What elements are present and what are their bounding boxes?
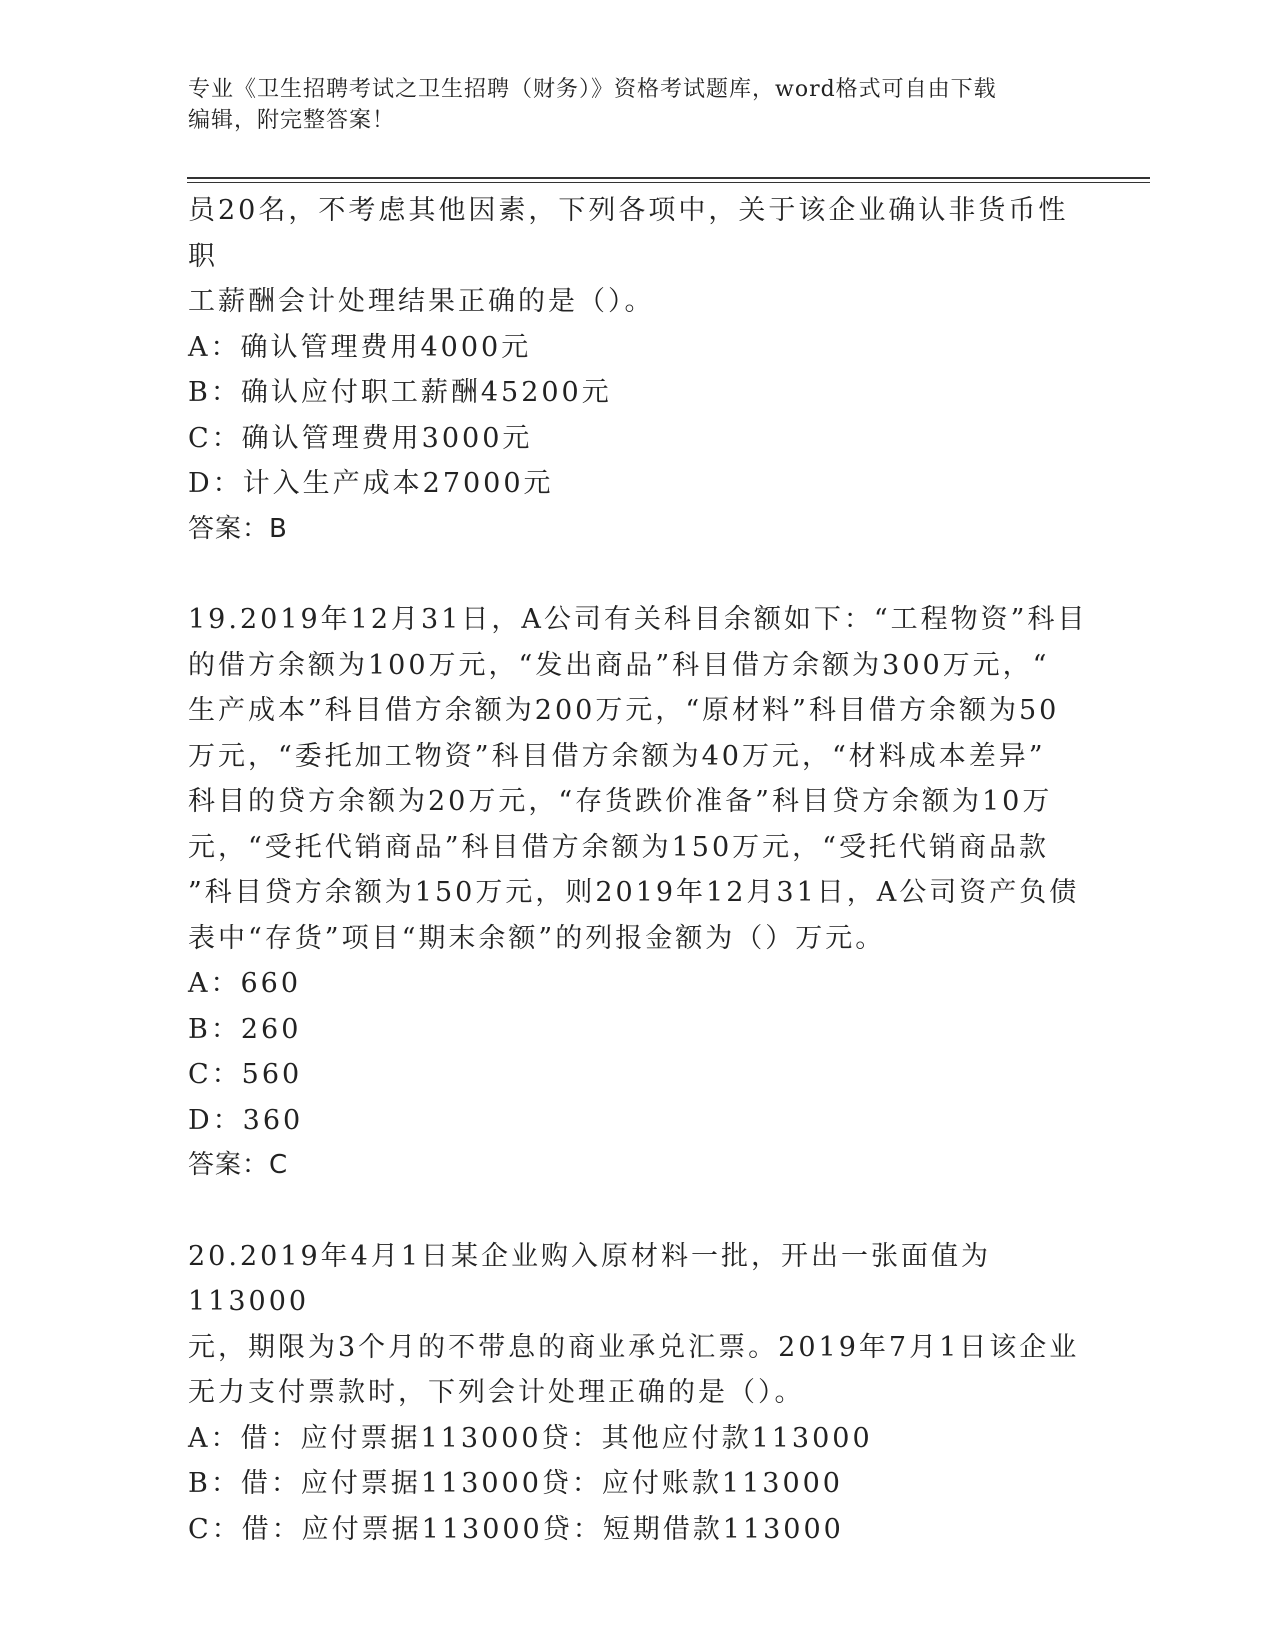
question-text-line: 工薪酬会计处理结果正确的是（）。 bbox=[188, 286, 655, 317]
question-text-line: 无力支付票款时，下列会计处理正确的是（）。 bbox=[188, 1377, 805, 1408]
question-text-line: 科目的贷方余额为20万元，“存货跌价准备”科目贷方余额为10万 bbox=[188, 786, 1053, 817]
option-d: D：计入生产成本27000元 bbox=[188, 468, 554, 499]
option-b: B：确认应付职工薪酬45200元 bbox=[188, 377, 612, 408]
option-b: B：借：应付票据113000贷：应付账款113000 bbox=[188, 1468, 843, 1499]
question-18 bbox=[188, 188, 1088, 552]
question-text-line: 万元，“委托加工物资”科目借方余额为40万元，“材料成本差异” bbox=[188, 740, 1046, 772]
question-text-line: 元，“受托代销商品”科目借方余额为150万元，“受托代销商品款 bbox=[188, 831, 1049, 863]
question-19 bbox=[188, 597, 1088, 1189]
answer: 答案：C bbox=[188, 1150, 289, 1180]
option-a: A：借：应付票据113000贷：其他应付款113000 bbox=[188, 1422, 873, 1454]
question-text-line: 20.2019年4月1日某企业购入原材料一批，开出一张面值为113000 bbox=[188, 1240, 992, 1317]
option-c: C：560 bbox=[188, 1059, 303, 1090]
header-title-line-2: 编辑，附完整答案！ bbox=[188, 108, 396, 133]
question-text-line: ”科目贷方余额为150万元，则2019年12月31日，A公司资产负债 bbox=[188, 877, 1080, 908]
option-b: B：260 bbox=[188, 1013, 302, 1045]
question-text-line: 员20名，不考虑其他因素，下列各项中，关于该企业确认非货币性职 bbox=[188, 195, 1069, 272]
option-d: D：360 bbox=[188, 1104, 304, 1136]
question-20 bbox=[188, 1234, 1088, 1553]
question-text-line: 生产成本”科目借方余额为200万元，“原材料”科目借方余额为50 bbox=[188, 695, 1060, 726]
question-text-line: 表中“存货”项目“期末余额”的列报金额为（）万元。 bbox=[188, 922, 886, 954]
page-header bbox=[188, 74, 1068, 136]
question-list bbox=[188, 188, 1088, 1552]
question-text-line: 19.2019年12月31日，A公司有关科目余额如下：“工程物资”科目 bbox=[188, 604, 1088, 635]
option-a: A：确认管理费用4000元 bbox=[188, 331, 532, 363]
option-c: C：确认管理费用3000元 bbox=[188, 422, 533, 454]
header-divider bbox=[187, 177, 1150, 183]
answer: 答案：B bbox=[188, 513, 288, 544]
header-title-line-1: 专业《卫生招聘考试之卫生招聘（财务）》资格考试题库，word格式可自由下载 bbox=[188, 77, 997, 102]
question-text-line: 的借方余额为100万元，“发出商品”科目借方余额为300万元，“ bbox=[188, 649, 1050, 681]
option-c: C：借：应付票据113000贷：短期借款113000 bbox=[188, 1513, 844, 1545]
question-text-line: 元，期限为3个月的不带息的商业承兑汇票。2019年7月1日该企业 bbox=[188, 1331, 1080, 1363]
option-a: A：660 bbox=[188, 968, 302, 999]
